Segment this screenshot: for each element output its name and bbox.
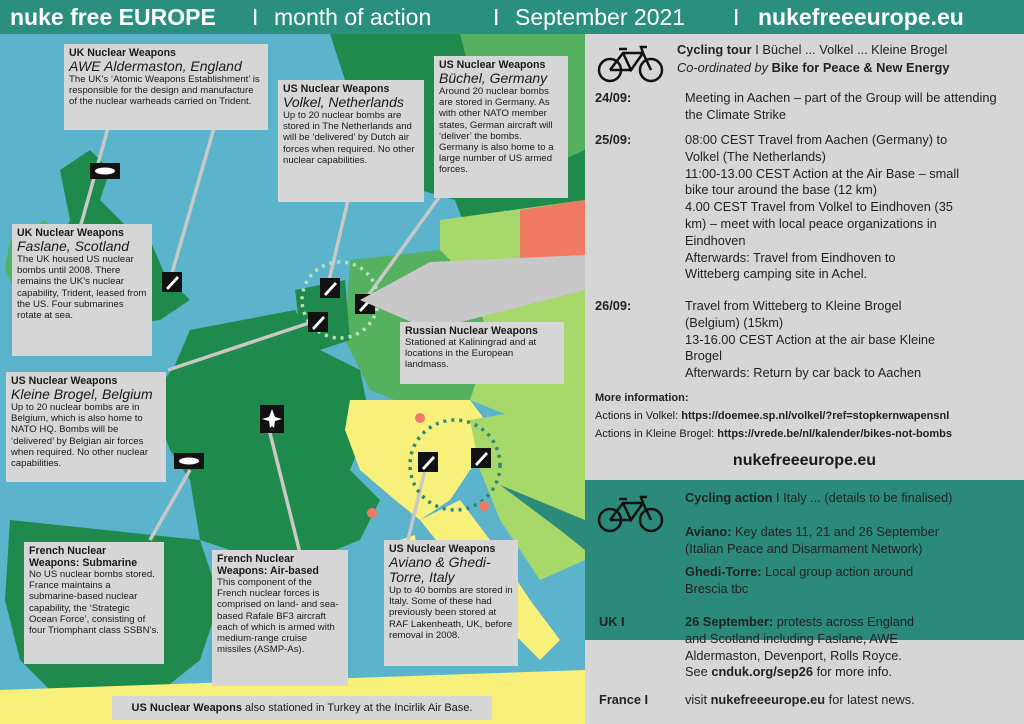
header-sep: I <box>493 4 500 30</box>
header-title: nuke free EUROPE <box>10 4 216 30</box>
box-subtitle: Aviano & Ghedi-Torre, Italy <box>389 554 491 585</box>
date-24-text: Meeting in Aachen – part of the Group will be attending the Climate Strike <box>685 90 997 122</box>
bottom-note-text: also stationed in Turkey at the Incirlik Air Base. <box>245 702 473 714</box>
aviano-bold: Aviano: <box>685 524 732 539</box>
box-text: Up to 20 nuclear bombs are in Belgium, which is also home to NATO HQ. Bombs will be ‘delivered’ by Belgian air forces when required. No other nuclear capabilities. <box>11 402 149 470</box>
cnduk-link[interactable]: cnduk.org/sep26 <box>711 664 814 680</box>
tour-heading-bold: Cycling tour <box>677 42 752 57</box>
france-pre: visit <box>685 692 708 707</box>
box-title: US Nuclear Weapons <box>389 543 496 555</box>
tour-coord-pre: Co-ordinated by <box>677 60 769 75</box>
box-title: UK Nuclear Weapons <box>17 227 124 239</box>
france-text <box>685 692 1020 709</box>
italy-heading-rest: I Italy ... (details to be finalised) <box>776 490 953 505</box>
box-french-air <box>212 550 348 686</box>
line: bike tour around the base (12 km) <box>685 182 878 198</box>
line: for more info. <box>816 664 892 680</box>
header-sep: I <box>733 4 740 30</box>
box-text: Stationed at Kaliningrad and at locations in the European landmass. <box>405 337 537 371</box>
date-26: 26/09: <box>595 298 632 313</box>
more-info-label: More information: <box>595 392 689 404</box>
line: 08:00 CEST Travel from Aachen (Germany) to <box>685 132 948 147</box>
date-25: 25/09: <box>595 132 632 147</box>
line: 4.00 CEST Travel from Volkel to Eindhoven (35 <box>685 199 953 215</box>
header <box>0 0 1024 34</box>
box-us-kleine-brogel <box>6 372 166 482</box>
bottom-note <box>112 696 492 720</box>
header-subtitle: month of action <box>274 4 432 30</box>
france-label: France I <box>599 692 649 707</box>
uk-bold: 26 September: <box>685 614 774 629</box>
box-text: The UK’s ‘Atomic Weapons Establishment’ is responsible for the design and manufacture of the nuclear warheads carried on Trident. <box>69 74 260 108</box>
line: Aldermaston, Devenport, Rolls Royce. <box>685 647 902 663</box>
line: Volkel (The Netherlands) <box>685 148 826 164</box>
box-title: Russian Nuclear Weapons <box>405 325 538 337</box>
box-title: US Nuclear Weapons <box>11 375 118 387</box>
site-url[interactable]: nukefreeeurope.eu <box>732 452 877 469</box>
italy-heading <box>685 490 1020 507</box>
box-text: No US nuclear bombs stored. France maintains a submarine-based nuclear capability, the ‘Strategic Ocean Force’, consisting of four Triomphant class SSBN’s. <box>29 569 159 637</box>
box-title: French Nuclear Weapons: Air-based <box>217 553 319 577</box>
france-link[interactable]: nukefreeeurope.eu <box>710 692 826 707</box>
volkel-link[interactable]: https://doemee.sp.nl/volkel/?ref=stopkernwapensnl <box>681 410 950 422</box>
line: Local group action around <box>765 564 914 579</box>
box-us-italy <box>384 540 518 666</box>
line: protests across England <box>776 614 915 629</box>
date-24: 24/09: <box>595 90 632 105</box>
line: km) – meet with local peace organizations in <box>685 215 937 231</box>
volkel-pre: Actions in Volkel: <box>595 410 679 422</box>
line: Afterwards: Travel from Eindhoven to <box>685 249 896 265</box>
box-us-buchel <box>434 56 568 198</box>
line: Brogel <box>685 348 722 364</box>
kleine-pre: Actions in Kleine Brogel: <box>595 428 715 440</box>
box-subtitle: Faslane, Scotland <box>17 238 130 254</box>
box-text: This component of the French nuclear forces is comprised on land- and sea-based Rafale BF3 aircraft each of which is armed with medium-range cruise missiles (ASMP-As). <box>217 577 339 656</box>
line: Brescia tbc <box>685 580 749 596</box>
line: Witteberg camping site in Achel. <box>685 266 868 282</box>
line: Travel from Witteberg to Kleine Brogel <box>685 298 902 313</box>
tour-coord-bold: Bike for Peace & New Energy <box>771 60 950 75</box>
bicycle-icon <box>595 494 667 534</box>
tour-heading <box>677 42 1017 59</box>
box-subtitle: Volkel, Netherlands <box>283 94 404 110</box>
right-panel <box>585 34 1024 724</box>
volkel-link-row <box>595 408 1024 424</box>
tour-heading-sep: I <box>755 42 759 57</box>
ghedi-bold: Ghedi-Torre: <box>685 564 762 579</box>
france-post: for latest news. <box>828 692 915 707</box>
box-text: Around 20 nuclear bombs are stored in Germany. As with other NATO member states, German aircraft will ‘deliver’ the bombs. Germany is also home to a large number of US armed forces. <box>439 86 554 176</box>
line: Key dates 11, 21 and 26 September <box>735 524 939 539</box>
header-url: nukefreeeurope.eu <box>758 4 964 30</box>
box-text: Up to 20 nuclear bombs are stored in The Netherlands and will be ‘delivered’ by Dutch air forces when required. No other nuclear capabilities. <box>283 110 415 166</box>
box-uk-awe <box>64 44 268 130</box>
kleine-link[interactable]: https://vrede.be/nl/kalender/bikes-not-bombs <box>717 428 953 440</box>
line: Afterwards: Return by car back to Aachen <box>685 365 922 381</box>
line: (Belgium) (15km) <box>685 314 784 330</box>
date-26-text <box>685 298 1020 382</box>
box-title: US Nuclear Weapons <box>439 59 546 71</box>
line: See <box>685 664 708 680</box>
tour-route: Büchel ... Volkel ... Kleine Brogel <box>762 42 948 57</box>
aviano-text <box>685 524 1020 558</box>
line: Eindhoven <box>685 232 746 248</box>
ghedi-text <box>685 564 1020 598</box>
bottom-note-bold: US Nuclear Weapons <box>131 702 242 714</box>
box-title: French Nuclear Weapons: Submarine <box>29 545 138 569</box>
box-text: Up to 40 bombs are stored in Italy. Some of these had previously been stored at RAF Lakenheath, UK, before removal in 2008. <box>389 585 513 641</box>
box-french-submarine <box>24 542 164 664</box>
box-subtitle: Büchel, Germany <box>439 70 548 86</box>
box-uk-faslane <box>12 224 152 356</box>
box-title: US Nuclear Weapons <box>283 83 390 95</box>
kleine-link-row <box>595 426 1024 442</box>
line: (Italian Peace and Disarmament Network) <box>685 540 923 556</box>
box-subtitle: Kleine Brogel, Belgium <box>11 386 153 402</box>
box-subtitle: AWE Aldermaston, England <box>69 58 242 74</box>
tour-coordinator <box>677 60 1022 77</box>
line: and Scotland including Faslane, AWE <box>685 630 898 646</box>
bicycle-icon <box>595 44 667 84</box>
box-us-volkel <box>278 80 424 202</box>
date-25-text <box>685 132 1020 283</box>
line: 11:00-13.00 CEST Action at the Air Base – small <box>685 165 960 181</box>
box-russian <box>400 322 564 384</box>
uk-text <box>685 614 1020 681</box>
uk-label: UK I <box>599 614 625 629</box>
header-sep: I <box>252 4 259 30</box>
header-date: September 2021 <box>515 4 686 30</box>
italy-heading-bold: Cycling action <box>685 490 773 505</box>
box-title: UK Nuclear Weapons <box>69 47 176 59</box>
box-text: The UK housed US nuclear bombs until 2008. There remains the UK’s nuclear capability, Trident, leased from the US. Four submarines rotate at sea. <box>17 254 147 322</box>
line: 13-16.00 CEST Action at the air base Kleine <box>685 331 936 347</box>
